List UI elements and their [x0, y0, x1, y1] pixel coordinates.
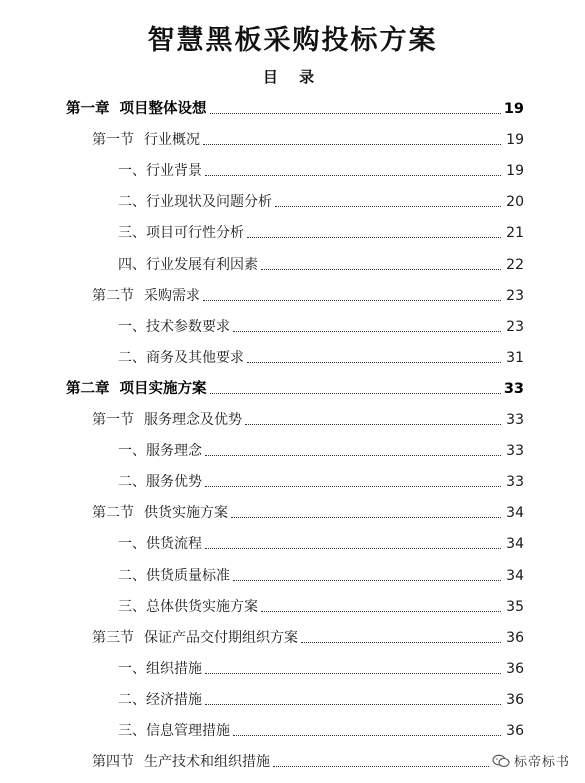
- toc-entry-text: 保证产品交付期组织方案: [144, 629, 298, 646]
- toc-entry-number: 第一章: [66, 101, 110, 117]
- toc-entry-number: 一、: [118, 443, 146, 460]
- toc-entry-number: 第二节: [92, 505, 134, 522]
- toc-entry-number: 一、: [118, 318, 146, 335]
- toc-entry-number: 三、: [118, 225, 146, 242]
- toc-entry-label: [118, 193, 272, 211]
- toc-entry-number: 二、: [118, 691, 146, 708]
- toc-dot-leader: [205, 175, 501, 176]
- toc-page-number: 23: [506, 318, 524, 335]
- toc-dot-leader: [205, 455, 501, 456]
- toc-item[interactable]: [118, 594, 524, 616]
- toc-page-number: 36: [506, 723, 524, 739]
- toc-entry-text: 信息管理措施: [146, 723, 230, 739]
- watermark-text: 标帝标书: [513, 755, 570, 770]
- toc-page-number: 31: [506, 349, 524, 366]
- toc-page-number: 34: [506, 505, 524, 522]
- toc-entry-text: 行业概况: [144, 132, 200, 149]
- toc-entry-number: 第二节: [92, 287, 134, 304]
- toc-item[interactable]: [118, 656, 524, 678]
- toc-dot-leader: [233, 580, 501, 581]
- toc-heading: 目 录: [262, 68, 323, 86]
- toc-page-number: 33: [506, 474, 524, 491]
- toc-dot-leader: [205, 548, 501, 549]
- toc-chapter[interactable]: [66, 96, 524, 118]
- toc-page-number: 19: [506, 163, 524, 180]
- toc-item[interactable]: [118, 158, 524, 180]
- toc-entry-number: 二、: [118, 349, 146, 366]
- toc-entry-text: 总体供货实施方案: [146, 598, 258, 615]
- toc-entry-label: [118, 660, 202, 678]
- toc-entry-number: 一、: [118, 660, 146, 677]
- toc-item[interactable]: [118, 345, 524, 367]
- toc-dot-leader: [203, 300, 501, 301]
- toc-entry-label: [118, 349, 244, 367]
- toc-entry-text: 经济措施: [146, 691, 202, 708]
- toc-dot-leader: [205, 704, 501, 705]
- toc-entry-label: [92, 411, 242, 429]
- toc-entry-number: 三、: [118, 598, 146, 615]
- toc-entry-label: [92, 131, 200, 149]
- toc-entry-text: 项目实施方案: [119, 380, 207, 397]
- toc-dot-leader: [273, 766, 501, 767]
- toc-entry-label: [118, 224, 244, 242]
- toc-dot-leader: [210, 393, 501, 394]
- toc-page-number: 20: [506, 194, 524, 211]
- toc-page-number: 33: [506, 443, 524, 460]
- toc-item[interactable]: [118, 718, 524, 740]
- toc-entry-text: 服务理念及优势: [144, 412, 242, 428]
- toc-entry-label: [118, 473, 202, 491]
- toc-dot-leader: [205, 673, 501, 674]
- toc-entry-label: [92, 287, 200, 305]
- toc-section[interactable]: [92, 625, 524, 647]
- toc-entry-label: [92, 753, 270, 771]
- toc-entry-text: 商务及其他要求: [146, 349, 244, 366]
- toc-item[interactable]: [118, 189, 524, 211]
- toc-item[interactable]: [118, 469, 524, 491]
- toc-entry-label: [118, 567, 230, 585]
- document-title: 智慧黑板采购投标方案: [147, 25, 438, 56]
- toc-entry-text: 项目可行性分析: [146, 225, 244, 242]
- toc-section[interactable]: [92, 407, 524, 429]
- toc-section[interactable]: [92, 500, 524, 522]
- toc-page-number: 19: [503, 101, 524, 117]
- toc-entry-text: 行业发展有利因素: [146, 256, 258, 273]
- toc-item[interactable]: [118, 252, 524, 274]
- toc-item[interactable]: [118, 314, 524, 336]
- toc-entry-label: [92, 629, 298, 647]
- toc-dot-leader: [261, 269, 501, 270]
- toc-entry-label: [118, 162, 202, 180]
- toc-page-number: 36: [506, 660, 524, 677]
- toc-item[interactable]: [118, 220, 524, 242]
- toc-entry-number: 一、: [118, 536, 146, 553]
- toc-dot-leader: [233, 331, 501, 332]
- toc-entry-label: [118, 442, 202, 460]
- toc-entry-number: 一、: [118, 163, 146, 180]
- toc-item[interactable]: [118, 563, 524, 585]
- toc-entry-text: 供货实施方案: [144, 505, 228, 522]
- toc-dot-leader: [231, 517, 501, 518]
- toc-entry-label: [118, 256, 258, 274]
- toc-entry-text: 服务优势: [146, 474, 202, 491]
- toc-entry-label: [66, 100, 207, 118]
- toc-entry-number: 第一节: [92, 412, 134, 428]
- toc-page-number: 36: [506, 629, 524, 646]
- toc-entry-text: 采购需求: [144, 287, 200, 304]
- toc-entry-number: 四、: [118, 256, 146, 273]
- toc-entry-text: 技术参数要求: [146, 318, 230, 335]
- toc-dot-leader: [247, 362, 501, 363]
- toc-item[interactable]: [118, 438, 524, 460]
- toc-dot-leader: [275, 206, 501, 207]
- toc-entry-label: [118, 318, 230, 336]
- toc-entry-text: 供货质量标准: [146, 567, 230, 584]
- toc-entry-number: 三、: [118, 723, 146, 739]
- toc-section[interactable]: [92, 127, 524, 149]
- toc-page-number: 22: [506, 256, 524, 273]
- toc-page-number: 35: [506, 598, 524, 615]
- toc-page-number: 34: [506, 536, 524, 553]
- toc-entry-number: 第四节: [92, 754, 134, 771]
- toc-entry-text: 服务理念: [146, 443, 202, 460]
- toc-item[interactable]: [118, 531, 524, 553]
- toc-entry-text: 项目整体设想: [119, 101, 207, 117]
- toc-entry-number: 二、: [118, 474, 146, 491]
- toc-page-number: 33: [503, 380, 524, 397]
- toc-entry-text: 行业背景: [146, 163, 202, 180]
- toc-entry-number: 二、: [118, 567, 146, 584]
- toc-page-number: 33: [506, 412, 524, 428]
- toc-entry-label: [118, 598, 258, 616]
- toc-dot-leader: [203, 144, 501, 145]
- toc-dot-leader: [205, 486, 501, 487]
- toc-entry-label: [118, 691, 202, 709]
- toc-entry-number: 第三节: [92, 629, 134, 646]
- toc-page-number: 19: [506, 132, 524, 149]
- toc-page-number: 21: [506, 225, 524, 242]
- toc-dot-leader: [247, 237, 501, 238]
- watermark: [489, 750, 573, 771]
- toc-chapter[interactable]: [66, 376, 524, 398]
- toc-entry-number: 第一节: [92, 132, 134, 149]
- toc-dot-leader: [261, 611, 501, 612]
- toc-dot-leader: [210, 113, 501, 114]
- toc-dot-leader: [233, 735, 501, 736]
- toc-page-number: 34: [506, 567, 524, 584]
- toc-entry-label: [118, 722, 230, 740]
- toc-entry-text: 供货流程: [146, 536, 202, 553]
- toc-entry-text: 生产技术和组织措施: [144, 754, 270, 771]
- toc-entry-number: 二、: [118, 194, 146, 211]
- toc-page-number: 23: [506, 287, 524, 304]
- toc-section[interactable]: [92, 749, 524, 771]
- toc-dot-leader: [245, 424, 501, 425]
- toc-entry-text: 行业现状及问题分析: [146, 194, 272, 211]
- toc-section[interactable]: [92, 283, 524, 305]
- toc-entry-text: 组织措施: [146, 660, 202, 677]
- toc-page-number: 36: [506, 691, 524, 708]
- toc-entry-label: [66, 380, 207, 398]
- toc-entry-label: [118, 535, 202, 553]
- toc-dot-leader: [301, 642, 501, 643]
- toc-entry-number: 第二章: [66, 380, 110, 397]
- toc-item[interactable]: [118, 687, 524, 709]
- toc-entry-label: [92, 504, 228, 522]
- wechat-icon: [492, 754, 510, 768]
